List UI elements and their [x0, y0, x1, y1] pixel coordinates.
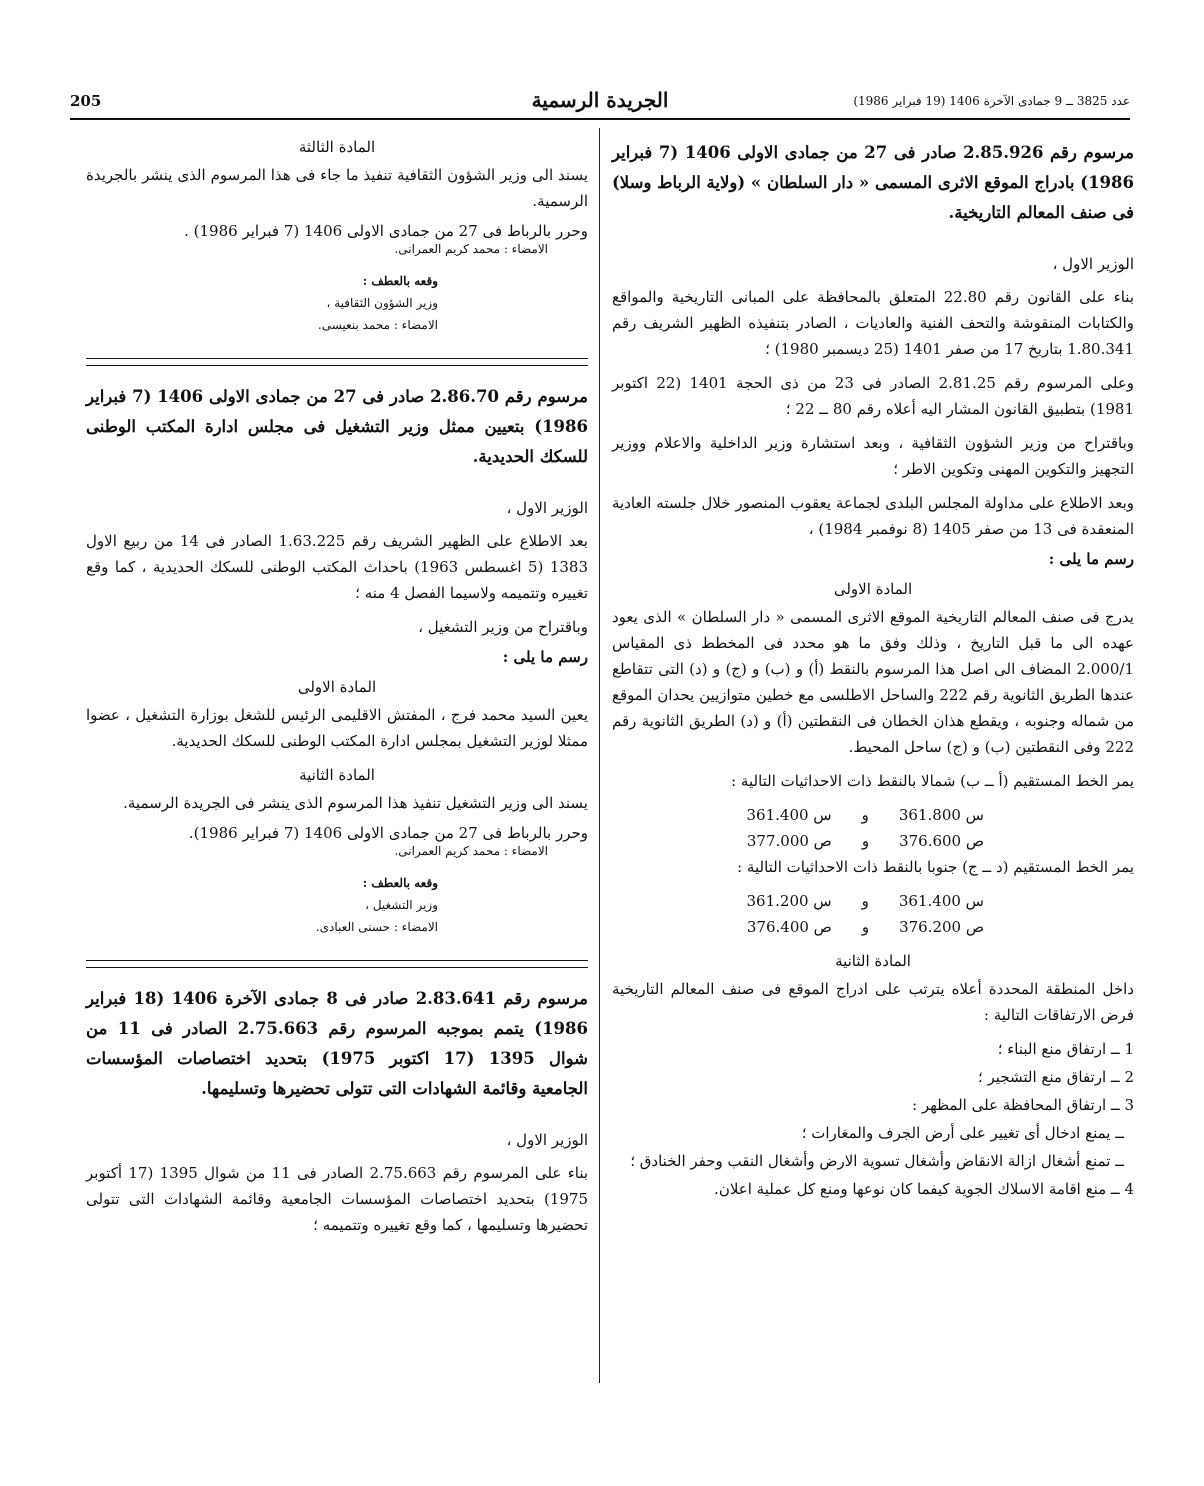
countersignature-signature: الامضاء : محمد بنعيسى. [317, 318, 438, 332]
page-number: 205 [70, 92, 102, 110]
coordinate-and: و [861, 918, 870, 936]
minister-line: الوزير الاول ، [1052, 255, 1134, 273]
decree-title: مرسوم رقم 2.85.926 صادر فى 27 من جمادى الاولى 1406 (7 فبراير 1986) بادراج الموقع الاثرى المسمى « دار السلطان » (ولاية الرباط وسلا) فى صنف المعالم التاريخية. [612, 143, 1135, 222]
list-item: 3 ــ ارتفاق المحافظة على المظهر : [912, 1096, 1134, 1114]
preamble-paragraph: وباقتراح من وزير الشؤون الثقافية ، وبعد استشارة وزير الداخلية والاعلام ووزير التجهيز والتكوين المهنى وتكوين الاطر ؛ [612, 434, 1134, 478]
countersignature-signature: الامضاء : حسنى العبادى. [315, 920, 438, 934]
coordinate-value: س 361.400 [746, 806, 832, 824]
coordinate-and: و [861, 892, 869, 910]
minister-line: الوزير الاول ، [506, 1131, 588, 1149]
left-column [86, 138, 588, 1246]
right-column [612, 138, 1134, 1204]
signature-line: الامضاء : محمد كريم العمرانى. [394, 242, 548, 256]
minister-line: الوزير الاول ، [506, 499, 588, 517]
coordinate-row [612, 914, 1134, 940]
article-text: يسند الى وزير التشغيل تنفيذ هذا المرسوم الذى ينشر فى الجريدة الرسمية. [123, 794, 588, 812]
article-heading: المادة الثانية [835, 952, 911, 970]
journal-title: الجريدة الرسمية [531, 88, 669, 112]
list-item: 4 ــ منع اقامة الاسلاك الجوية كيفما كان نوعها ومنع كل عملية اعلان. [714, 1180, 1134, 1198]
section-separator [86, 358, 588, 366]
list-item: 2 ــ ارتفاق منع التشجير ؛ [977, 1068, 1134, 1086]
preamble-paragraph: بناء على القانون رقم 22.80 المتعلق بالمحافظة على المبانى التاريخية والمواقع والكتابات المنقوشة والتحف الفنية والعاديات ، الصادر بتنفيذه الظهير الشريف رقم 1.80.341 بتاريخ 17 من صفر 1401 (25 ديسمبر 1980) ؛ [612, 288, 1134, 358]
article-text: يسند الى وزير الشؤون الثقافية تنفيذ ما جاء فى هذا المرسوم الذى ينشر بالجريدة الرسمية. [86, 166, 588, 210]
preamble-paragraph: بعد الاطلاع على الظهير الشريف رقم 1.63.225 الصادر فى 14 من ربيع الاول 1383 (5 اغسطس 1963) باحداث المكتب الوطنى للسكك الحديدية ، كما وقع تغييره وتتميمه ولاسيما الفصل 4 منه ؛ [86, 532, 588, 602]
countersignature-minister: وزير الشؤون الثقافية ، [326, 296, 438, 310]
coordinate-value: س 361.400 [898, 892, 984, 910]
countersignature-block [86, 270, 438, 336]
coordinate-value: س 361.800 [898, 806, 984, 824]
done-at-line: وحرر بالرباط فى 27 من جمادى الاولى 1406 (7 فبراير 1986). [188, 824, 588, 842]
signature-line: الامضاء : محمد كريم العمرانى. [394, 844, 548, 858]
coordinate-value: ص 376.200 [899, 918, 984, 936]
preamble-paragraph: وباقتراح من وزير التشغيل ، [418, 618, 588, 636]
list-subitem: ــ يمنع ادخال أى تغيير على أرض الجرف والمغارات ؛ [801, 1124, 1124, 1142]
decree-clause: رسم ما يلى : [1048, 550, 1134, 568]
countersignature-minister: وزير التشغيل ، [365, 898, 438, 912]
article-heading: المادة الثالثة [298, 138, 376, 156]
coordinates-intro: يمر الخط المستقيم (د ــ ج) جنوبا بالنقط ذات الاحداثيات التالية : [737, 858, 1134, 876]
coordinate-value: س 361.200 [746, 892, 832, 910]
preamble-paragraph: وعلى المرسوم رقم 2.81.25 الصادر فى 23 من ذى الحجة 1401 (22 اكتوبر 1981) بتطبيق القانون المشار اليه أعلاه رقم 80 ــ 22 ؛ [612, 374, 1135, 418]
article-heading: المادة الاولى [297, 678, 377, 696]
coordinate-and: و [861, 806, 869, 824]
preamble-paragraph: بناء على المرسوم رقم 2.75.663 الصادر فى 11 من شوال 1395 (17 أكتوبر 1975) بتحديد اختصاصات المؤسسات الجامعية وقائمة الشهادات التى تتولى تحضيرها وتسليمها ، كما وقع تغييره وتتميمه ؛ [86, 1164, 589, 1234]
countersignature-heading: وقعه بالعطف : [362, 274, 438, 288]
coordinate-row [612, 828, 1134, 854]
page-header [70, 88, 1130, 120]
preamble-paragraph: وبعد الاطلاع على مداولة المجلس البلدى لجماعة يعقوب المنصور خلال جلسته العادية المنعقدة فى 13 من صفر 1405 (8 نوفمبر 1984) ، [612, 494, 1134, 538]
coordinate-and: و [861, 832, 870, 850]
coordinate-row [612, 802, 1134, 828]
coordinate-value: ص 376.600 [899, 832, 984, 850]
coordinates-intro: يمر الخط المستقيم (أ ــ ب) شمالا بالنقط ذات الاحداثيات التالية : [731, 772, 1134, 790]
section-separator [86, 960, 588, 968]
decree-title: مرسوم رقم 2.83.641 صادر فى 8 جمادى الآخرة 1406 (18 فبراير 1986) يتمم بموجبه المرسوم رقم 2.75.663 الصادر فى 11 من شوال 1395 (17 اكتوبر 1975) بتحديد اختصاصات المؤسسات الجامعية وقائمة الشهادات التى تتولى تحضيرها وتسليمها. [86, 989, 588, 1098]
list-item: 1 ــ ارتفاق منع البناء ؛ [997, 1040, 1134, 1058]
issue-info: عدد 3825 ــ 9 جمادى الآخرة 1406 (19 فبراير 1986) [853, 94, 1130, 108]
coordinate-value: ص 376.400 [746, 918, 832, 936]
list-subitem: ــ تمنع أشغال ازالة الانقاض وأشغال تسوية الارض وأشغال النقب وحفر الخنادق ؛ [630, 1152, 1124, 1170]
coordinate-row [612, 888, 1134, 914]
coordinate-value: ص 377.000 [746, 832, 832, 850]
article-text: يدرج فى صنف المعالم التاريخية الموقع الاثرى المسمى « دار السلطان » الذى يعود عهده الى ما قبل التاريخ ، وذلك وفق ما هو محدد فى المخطط ذى المقياس 2.000/1 المضاف الى اصل هذا المرسوم بالنقط (أ) و (ب) و (ج) و (د) التى تتقاطع عندها الطريق الثانوية رقم 222 والساحل الاطلسى مع خطين متوازيين يحدان الموقع من شماله وجنوبه ، ويقطع هذان الخطان فى النقطتين (أ) و (د) الطريق الثانوية رقم 222 وفى النقطتين (ب) و (ج) ساحل المحيط. [612, 608, 1134, 756]
decree-clause: رسم ما يلى : [502, 648, 588, 666]
article-heading: المادة الاولى [833, 580, 913, 598]
countersignature-block [86, 872, 438, 938]
article-text: يعين السيد محمد فرج ، المفتش الاقليمى الرئيس للشغل بوزارة التشغيل ، عضوا ممثلا لوزير التشغيل بمجلس ادارة المكتب الوطنى للسكك الحديدية. [86, 706, 588, 750]
article-heading: المادة الثانية [299, 766, 375, 784]
decree-title: مرسوم رقم 2.86.70 صادر فى 27 من جمادى الاولى 1406 (7 فبراير 1986) بتعيين ممثل وزير التشغيل فى مجلس ادارة المكتب الوطنى للسكك الحديدية. [86, 387, 588, 466]
done-at-line: وحرر بالرباط فى 27 من جمادى الاولى 1406 (7 فبراير 1986) . [184, 222, 588, 240]
column-divider [599, 128, 600, 1383]
countersignature-heading: وقعه بالعطف : [362, 876, 438, 890]
article-text: داخل المنطقة المحددة أعلاه يترتب على ادراج الموقع فى صنف المعالم التاريخية فرض الارتفاقات التالية : [612, 980, 1134, 1024]
